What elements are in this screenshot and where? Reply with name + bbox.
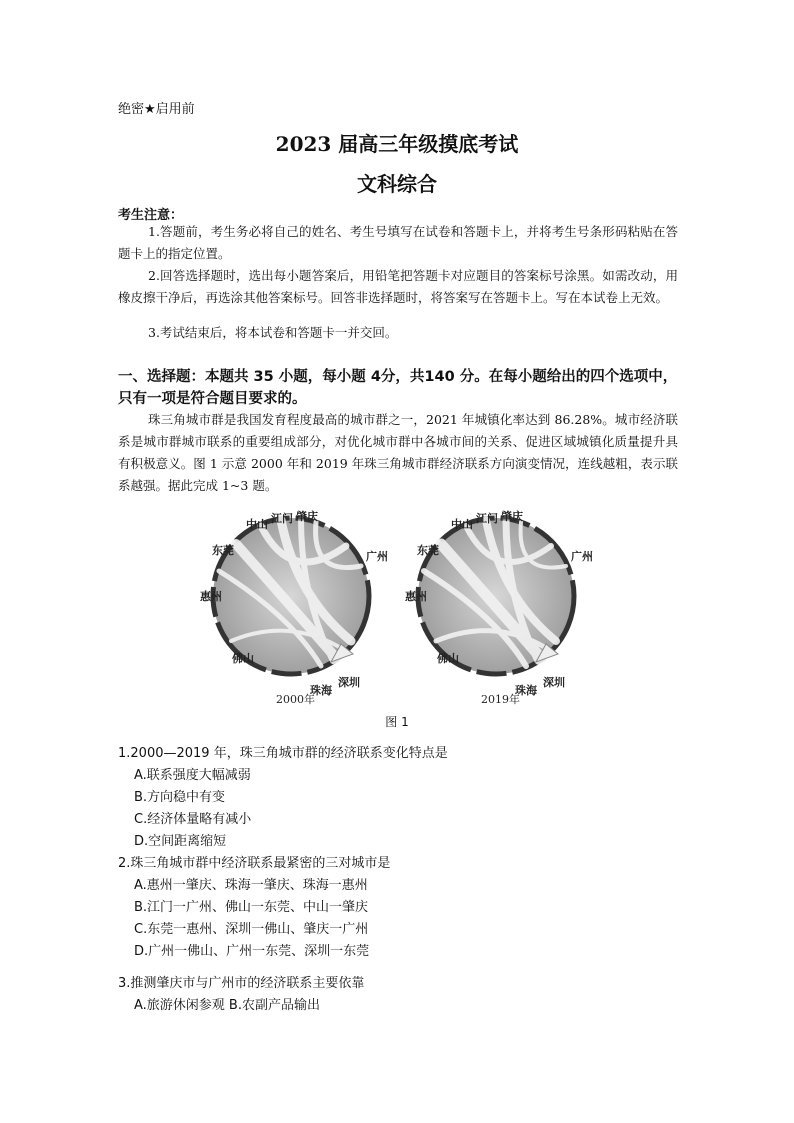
year-label-2019: 2019年: [481, 693, 520, 705]
city-label: 佛山: [437, 652, 459, 665]
question-option: A.旅游休闲参观 B.农副产品输出: [134, 998, 320, 1013]
confidential-label: 绝密★启用前: [118, 102, 195, 117]
question-option: C.东莞一惠州、深圳一佛山、肇庆一广州: [134, 922, 369, 937]
question-option: D.空间距离缩短: [134, 834, 227, 849]
question-option: D.广州一佛山、广州一东莞、深圳一东莞: [134, 944, 370, 959]
question-option: B.江门一广州、佛山一东莞、中山一肇庆: [134, 900, 369, 915]
question-stem: 2.珠三角城市群中经济联系最紧密的三对城市是: [118, 856, 391, 871]
question-option: C.经济体量略有减小: [134, 812, 252, 827]
city-label: 江门: [271, 512, 293, 525]
section-intro: 珠三角城市群是我国发育程度最高的城市群之一，2021 年城镇化率达到 86.28%。城市经济联系是城市群城市联系的重要组成部分，对优化城市群中各城市间的关系、促进区域城镇化质量提升具有积极意义。图 1 示意 2000 年和 2019 年珠三角城市群经济联系方向演变情况，连线越粗，表示联系越强。据此完成 1~3 题。: [118, 412, 678, 493]
notice-item-2: 2.回答选择题时，选出每小题答案后，用铅笔把答题卡对应题目的答案标号涂黑。如需改动，用橡皮擦干净后，再选涂其他答案标号。回答非选择题时，将答案写在答题卡上。写在本试卷上无效。: [118, 268, 678, 305]
chord-diagram-2019: [418, 518, 574, 674]
city-label: 惠州: [405, 590, 427, 603]
exam-title: 2023 届高三年级摸底考试: [275, 132, 519, 156]
city-label: 肇庆: [296, 510, 318, 523]
year-label-2000: 2000年: [276, 693, 315, 705]
subject-title: 文科综合: [357, 172, 437, 196]
city-label: 惠州: [200, 590, 222, 603]
city-label: 中山: [451, 518, 473, 531]
notice-item-3: 3.考试结束后，将本试卷和答题卡一并交回。: [148, 325, 398, 340]
notice-item-1: 1.答题前，考生务必将自己的姓名、考生号填写在试卷和答题卡上，并将考生号条形码粘贴在答题卡上的指定位置。: [118, 224, 678, 261]
city-label: 江门: [476, 512, 498, 525]
city-label: 广州: [366, 550, 388, 563]
figure-caption: 图 1: [385, 715, 409, 729]
city-label: 广州: [571, 550, 593, 563]
city-label: 珠海: [515, 684, 537, 697]
notice-heading: 考生注意：: [118, 208, 184, 223]
question-option: A.惠州一肇庆、珠海一肇庆、珠海一惠州: [134, 878, 368, 893]
chord-diagram-2000: [213, 518, 369, 674]
city-label: 中山: [246, 518, 268, 531]
question-stem: 3.推测肇庆市与广州市的经济联系主要依靠: [118, 976, 365, 991]
city-label: 东莞: [212, 544, 234, 557]
question-stem: 1.2000—2019 年，珠三角城市群的经济联系变化特点是: [118, 746, 448, 761]
city-label: 珠海: [310, 684, 332, 697]
city-label: 深圳: [338, 676, 360, 689]
city-label: 深圳: [543, 676, 565, 689]
chord-diagram-figure: [186, 500, 606, 705]
question-option: B.方向稳中有变: [134, 790, 226, 805]
question-option: A.联系强度大幅减弱: [134, 768, 251, 783]
section-heading: 一、选择题：本题共 35 小题，每小题 4分，共140 分。在每小题给出的四个选项中，只有一项是符合题目要求的。: [118, 369, 678, 407]
city-label: 东莞: [417, 544, 439, 557]
city-label: 肇庆: [501, 510, 523, 523]
city-label: 佛山: [232, 652, 254, 665]
